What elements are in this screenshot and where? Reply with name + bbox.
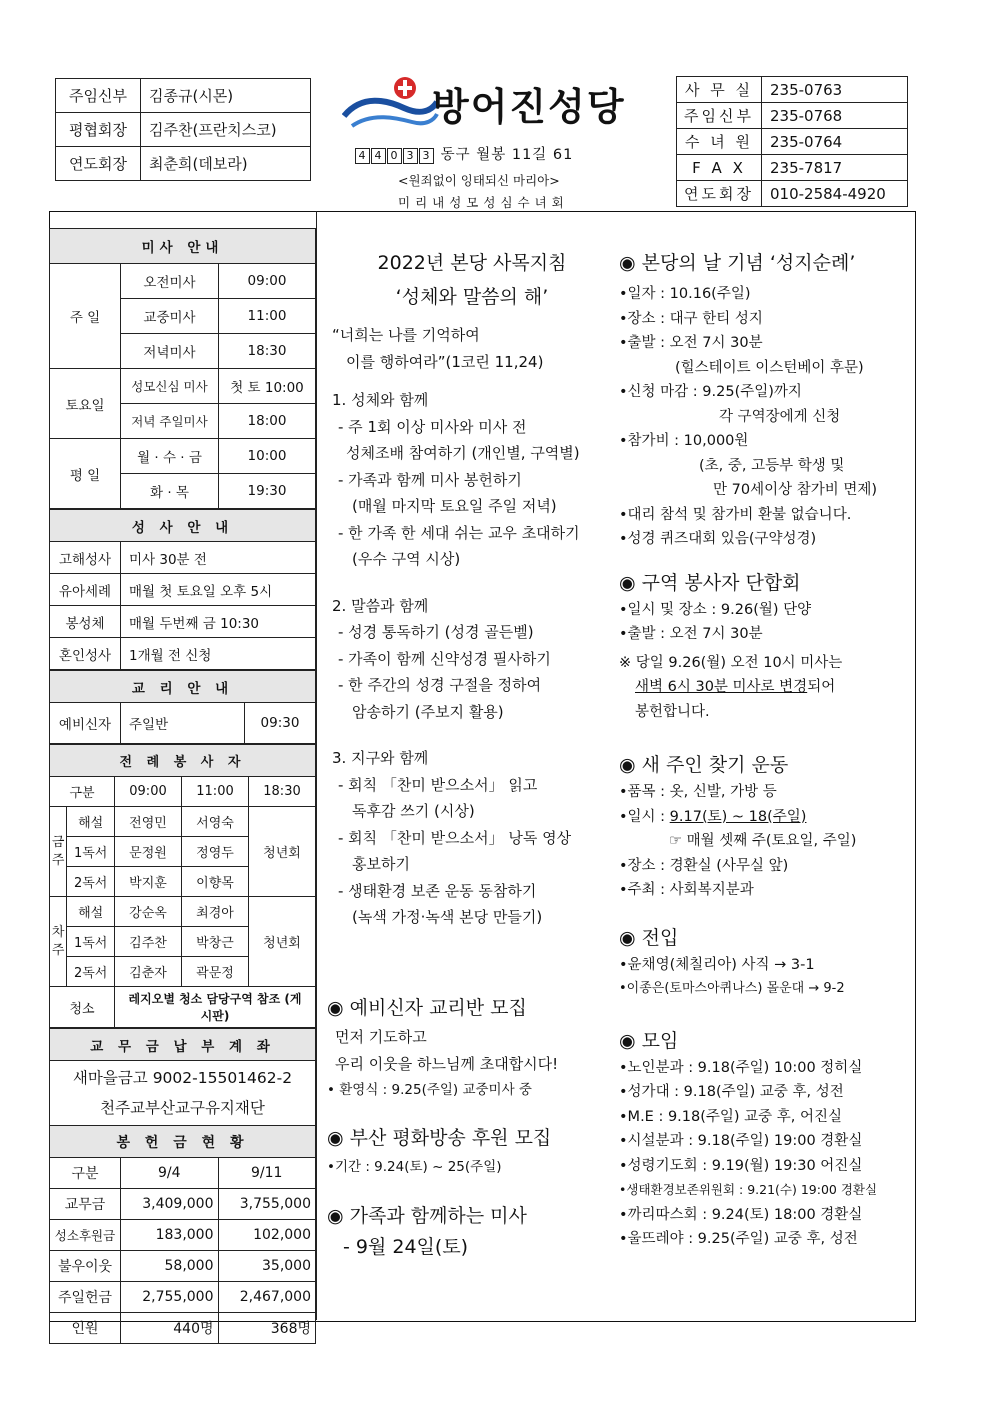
transfer-line: •이종은(토마스아퀴나스) 몰운대 → 9-2 [619, 981, 845, 996]
right-column [619, 248, 909, 1252]
zip-digit: 4 [355, 148, 370, 164]
contact-key: 주임신부 [677, 103, 762, 129]
owner-line: •품목 : 옷, 신발, 가방 등 [619, 784, 777, 800]
meeting-line: •노인분과 : 9.18(주일) 10:00 정히실 [619, 1059, 863, 1076]
server-name: 정영두 [182, 837, 249, 867]
mass-time: 18:30 [219, 334, 316, 369]
offering-value: 2,467,000 [218, 1282, 316, 1313]
weekday-label: 평 일 [50, 439, 121, 509]
server-name: 박지훈 [115, 867, 182, 897]
owner-date-line [619, 805, 909, 830]
middle-column [332, 248, 612, 931]
district-line: •출발 : 오전 7시 30분 [619, 626, 763, 642]
section-line: - 한 주간의 성경 구절을 정하여 [338, 676, 542, 694]
district-after: 되어 [807, 679, 836, 695]
servers-title: 전 례 봉 사 자 [50, 745, 316, 777]
meeting-line: •시설분과 : 9.18(주일) 19:00 경환실 [619, 1133, 863, 1149]
section-heading: 1. 성체와 함께 [332, 391, 429, 409]
owner-heading: ◉ 새 주인 찾기 운동 [619, 754, 789, 776]
section-line: 홍보하기 [352, 855, 410, 873]
contact-key: 연도회장 [677, 181, 762, 207]
pilgrimage-line: •장소 : 대구 한티 성지 [619, 310, 763, 327]
address-text: 동구 월봉 11길 61 [440, 147, 574, 163]
cleaning-value: 레지오별 청소 담당구역 참조 (게시판) [115, 987, 316, 1028]
server-name: 이향목 [182, 867, 249, 897]
owner-line: •장소 : 경환실 (사무실 앞) [619, 857, 789, 874]
account-title: 교 무 금 납 부 계 좌 [50, 1029, 316, 1061]
district-change: 새벽 6시 30분 미사로 변경 [635, 679, 808, 695]
section-line: - 가족이 함께 신약성경 필사하기 [338, 649, 551, 668]
header-key: 연도회장 [56, 147, 141, 181]
meeting-line: •까리따스회 : 9.24(토) 18:00 경환실 [619, 1206, 863, 1223]
header-value: 김종규(시몬) [141, 79, 311, 113]
offering-title: 봉 헌 금 현 황 [50, 1126, 316, 1158]
section-heading: 2. 말씀과 함께 [332, 596, 429, 615]
pilgrimage-line: •일자 : 10.16(주일) [619, 286, 751, 302]
offering-name: 불우이웃 [50, 1251, 121, 1282]
server-group: 청년회 [249, 807, 316, 897]
section-line: (우수 구역 시상) [352, 550, 461, 568]
middle-notices [327, 992, 617, 1262]
contact-value: 235-7817 [762, 155, 908, 181]
mass-name: 성모신심 미사 [121, 369, 219, 404]
header-right-table [676, 76, 908, 207]
mass-time: 11:00 [219, 299, 316, 334]
server-name: 김춘자 [115, 957, 182, 987]
doctrine-value: 주일반 [121, 703, 245, 744]
zip-digit: 0 [387, 148, 402, 164]
server-name: 김주찬 [115, 927, 182, 957]
broadcast-line: •기간 : 9.24(토) ~ 25(주일) [327, 1158, 502, 1175]
contact-key: 수 녀 원 [677, 129, 762, 155]
contact-key: F A X [677, 155, 762, 181]
pilgrimage-line: (초, 중, 고등부 학생 및 [699, 457, 845, 474]
pastoral-subtitle: ‘성체와 말씀의 해’ [395, 286, 549, 308]
section-line: (녹색 가정·녹색 본당 만들기) [352, 908, 543, 926]
meeting-line: •울뜨레야 : 9.25(주일) 교중 후, 성전 [619, 1231, 858, 1247]
server-role: 해설 [67, 807, 115, 837]
cleaning-label: 청소 [50, 987, 115, 1028]
mass-time: 09:00 [219, 264, 316, 299]
server-name: 문정원 [115, 837, 182, 867]
doctrine-table [49, 670, 316, 744]
server-name: 서영숙 [182, 807, 249, 837]
offering-value: 102,000 [218, 1220, 316, 1251]
sacrament-name: 봉성체 [50, 606, 121, 638]
offering-value: 440명 [121, 1313, 219, 1344]
header-key: 평협회장 [56, 113, 141, 147]
mass-name: 저녁미사 [121, 334, 219, 369]
account-holder: 천주교부산교구유지재단 [100, 1099, 265, 1117]
meeting-line: •생태환경보존위원회 : 9.21(수) 19:00 경환실 [619, 1182, 878, 1197]
meeting-line: •M.E : 9.18(주일) 교중 후, 어진실 [619, 1108, 843, 1125]
server-name: 강순옥 [115, 897, 182, 927]
transfer-heading: ◉ 전입 [619, 926, 679, 949]
owner-date-label: •일시 : [619, 808, 670, 825]
convent-name: 미리내성모성심수녀회 [398, 195, 569, 210]
header-value: 최춘희(데보라) [141, 147, 311, 181]
server-name: 곽문정 [182, 957, 249, 987]
catechumen-line: 우리 이웃을 하느님께 초대합시다! [335, 1054, 559, 1073]
pilgrimage-line: •신청 마감 : 9.25(주일)까지 [619, 384, 802, 400]
section-heading: 3. 지구와 함께 [332, 749, 429, 767]
contact-value: 235-0764 [762, 129, 908, 155]
servers-header: 18:30 [249, 777, 316, 807]
header-value: 김주찬(프란치스코) [141, 113, 311, 147]
catechumen-line: 먼저 기도하고 [335, 1028, 427, 1046]
account-info [50, 1061, 316, 1126]
catechumen-line: • 환영식 : 9.25(주일) 교중미사 중 [327, 1082, 532, 1098]
section-line: 성체조배 참여하기 (개인별, 구역별) [346, 444, 580, 462]
church-motto: <원죄없이 잉태되신 마리아> [398, 173, 560, 188]
offering-name: 성소후원금 [50, 1220, 121, 1251]
header-left-table [55, 78, 311, 181]
mass-name: 화 · 목 [121, 474, 219, 509]
pilgrimage-line: •참가비 : 10,000원 [619, 433, 749, 449]
mass-time: 19:30 [219, 474, 316, 509]
mass-time: 18:00 [219, 404, 316, 439]
mass-name: 교중미사 [121, 299, 219, 334]
quote-line: “너희는 나를 기억하여 [332, 326, 480, 344]
offering-header: 9/4 [121, 1158, 219, 1189]
church-name: 방어진성당 [432, 85, 626, 129]
header-key: 주임신부 [56, 79, 141, 113]
server-name: 박창근 [182, 927, 249, 957]
mass-name: 오전미사 [121, 264, 219, 299]
servers-header: 09:00 [115, 777, 182, 807]
section-line: - 가족과 함께 미사 봉헌하기 [338, 470, 522, 489]
section-line: - 성경 통독하기 (성경 골든벨) [338, 623, 534, 641]
account-number: 새마을금고 9002-15501462-2 [72, 1069, 293, 1087]
sunday-label: 주 일 [50, 264, 121, 369]
offering-value: 368명 [218, 1313, 316, 1344]
pilgrimage-heading: ◉ 본당의 날 기념 ‘성지순례’ [619, 252, 856, 274]
servers-header: 구분 [50, 777, 115, 807]
mass-title: 미사 안내 [50, 229, 316, 264]
section-line: - 회칙 「찬미 받으소서」 읽고 [338, 775, 538, 794]
sacrament-name: 고해성사 [50, 542, 121, 574]
server-role: 2독서 [67, 867, 115, 897]
mass-table [49, 228, 316, 509]
servers-table [49, 744, 316, 1028]
sacrament-table [49, 509, 316, 670]
sacrament-value: 1개월 전 신청 [121, 638, 316, 670]
sacrament-value: 매월 두번째 금 10:30 [121, 606, 316, 638]
offering-name: 교무금 [50, 1189, 121, 1220]
left-column [49, 228, 316, 1337]
meeting-line: •성가대 : 9.18(주일) 교중 후, 성전 [619, 1084, 844, 1100]
server-role: 1독서 [67, 837, 115, 867]
section-line: - 회칙 「찬미 받으소서」 낭독 영상 [338, 828, 572, 847]
district-line: ※ 당일 9.26(월) 오전 10시 미사는 [619, 654, 843, 671]
server-group: 청년회 [249, 897, 316, 987]
district-heading: ◉ 구역 봉사자 단합회 [619, 571, 801, 594]
owner-line: ☞ 매월 셋째 주(토요일, 주일) [669, 833, 857, 849]
mass-time: 10:00 [219, 439, 316, 474]
pilgrimage-line: •성경 퀴즈대회 있음(구약성경) [619, 531, 817, 547]
pilgrimage-line: 각 구역장에게 신청 [719, 408, 841, 425]
week-label: 차주 [50, 897, 67, 987]
week-label: 금주 [50, 807, 67, 897]
pilgrimage-line: 만 70세이상 참가비 면제) [713, 482, 877, 498]
sacrament-name: 혼인성사 [50, 638, 121, 670]
doctrine-title: 교 리 안 내 [50, 671, 316, 703]
offering-value: 3,755,000 [218, 1189, 316, 1220]
section-line: - 생태환경 보존 운동 동참하기 [338, 881, 537, 900]
mass-name: 월 · 수 · 금 [121, 439, 219, 474]
servers-header: 11:00 [182, 777, 249, 807]
column-divider [316, 211, 317, 1320]
server-role: 2독서 [67, 957, 115, 987]
sacrament-title: 성 사 안 내 [50, 510, 316, 542]
doctrine-time: 09:30 [245, 703, 316, 744]
server-name: 전영민 [115, 807, 182, 837]
offering-value: 2,755,000 [121, 1282, 219, 1313]
pastoral-title: 2022년 본당 사목지침 [377, 252, 567, 274]
pilgrimage-line: •대리 참석 및 참가비 환불 없습니다. [619, 506, 852, 523]
offering-value: 183,000 [121, 1220, 219, 1251]
contact-value: 010-2584-4920 [762, 181, 908, 207]
sacrament-value: 매월 첫 토요일 오후 5시 [121, 574, 316, 606]
district-note [619, 675, 909, 700]
sacrament-value: 미사 30분 전 [121, 542, 316, 574]
church-address [355, 143, 573, 164]
pilgrimage-line: (힐스테이트 이스턴베이 후문) [675, 359, 864, 376]
catechumen-heading: ◉ 예비신자 교리반 모집 [327, 997, 527, 1019]
section-line: - 한 가족 한 세대 쉬는 교우 초대하기 [338, 523, 580, 542]
section-line: 암송하기 (주보지 활용) [352, 702, 504, 721]
section-line: - 주 1회 이상 미사와 미사 전 [338, 417, 527, 436]
family-mass-heading: ◉ 가족과 함께하는 미사 [327, 1205, 527, 1227]
offering-value: 35,000 [218, 1251, 316, 1282]
section-line: (매월 마지막 토요일 주일 저녁) [352, 497, 557, 515]
offering-value: 58,000 [121, 1251, 219, 1282]
offering-header: 9/11 [218, 1158, 316, 1189]
pilgrimage-line: •출발 : 오전 7시 30분 [619, 335, 763, 351]
offering-header: 구분 [50, 1158, 121, 1189]
offering-name: 인원 [50, 1313, 121, 1344]
broadcast-heading: ◉ 부산 평화방송 후원 모집 [327, 1126, 552, 1149]
meeting-heading: ◉ 모임 [619, 1029, 679, 1052]
server-role: 해설 [67, 897, 115, 927]
contact-value: 235-0763 [762, 77, 908, 103]
zip-digit: 4 [371, 148, 386, 164]
district-line: •일시 및 장소 : 9.26(월) 단양 [619, 601, 812, 618]
offering-table [49, 1125, 316, 1344]
server-name: 최경아 [182, 897, 249, 927]
transfer-line: •윤채영(체칠리아) 사직 → 3-1 [619, 956, 815, 973]
owner-line: •주최 : 사회복지분과 [619, 882, 754, 898]
account-table [49, 1028, 316, 1125]
doctrine-name: 예비신자 [50, 703, 121, 744]
district-line: 봉헌합니다. [635, 703, 710, 720]
mass-name: 저녁 주일미사 [121, 404, 219, 439]
quote-line: 이를 행하여라”(1코린 11,24) [346, 352, 544, 371]
meeting-line: •성령기도회 : 9.19(월) 19:30 어진실 [619, 1157, 863, 1174]
zip-digit: 3 [403, 148, 418, 164]
zip-digit: 3 [419, 148, 434, 164]
offering-value: 3,409,000 [121, 1189, 219, 1220]
mass-time: 첫 토 10:00 [219, 369, 316, 404]
family-mass-date: - 9월 24일(토) [343, 1236, 469, 1258]
server-role: 1독서 [67, 927, 115, 957]
offering-name: 주일헌금 [50, 1282, 121, 1313]
section-line: 독후감 쓰기 (시상) [352, 802, 475, 820]
sacrament-name: 유아세례 [50, 574, 121, 606]
owner-date: 9.17(토) ~ 18(주일) [669, 808, 807, 825]
contact-value: 235-0768 [762, 103, 908, 129]
saturday-label: 토요일 [50, 369, 121, 439]
contact-key: 사 무 실 [677, 77, 762, 103]
